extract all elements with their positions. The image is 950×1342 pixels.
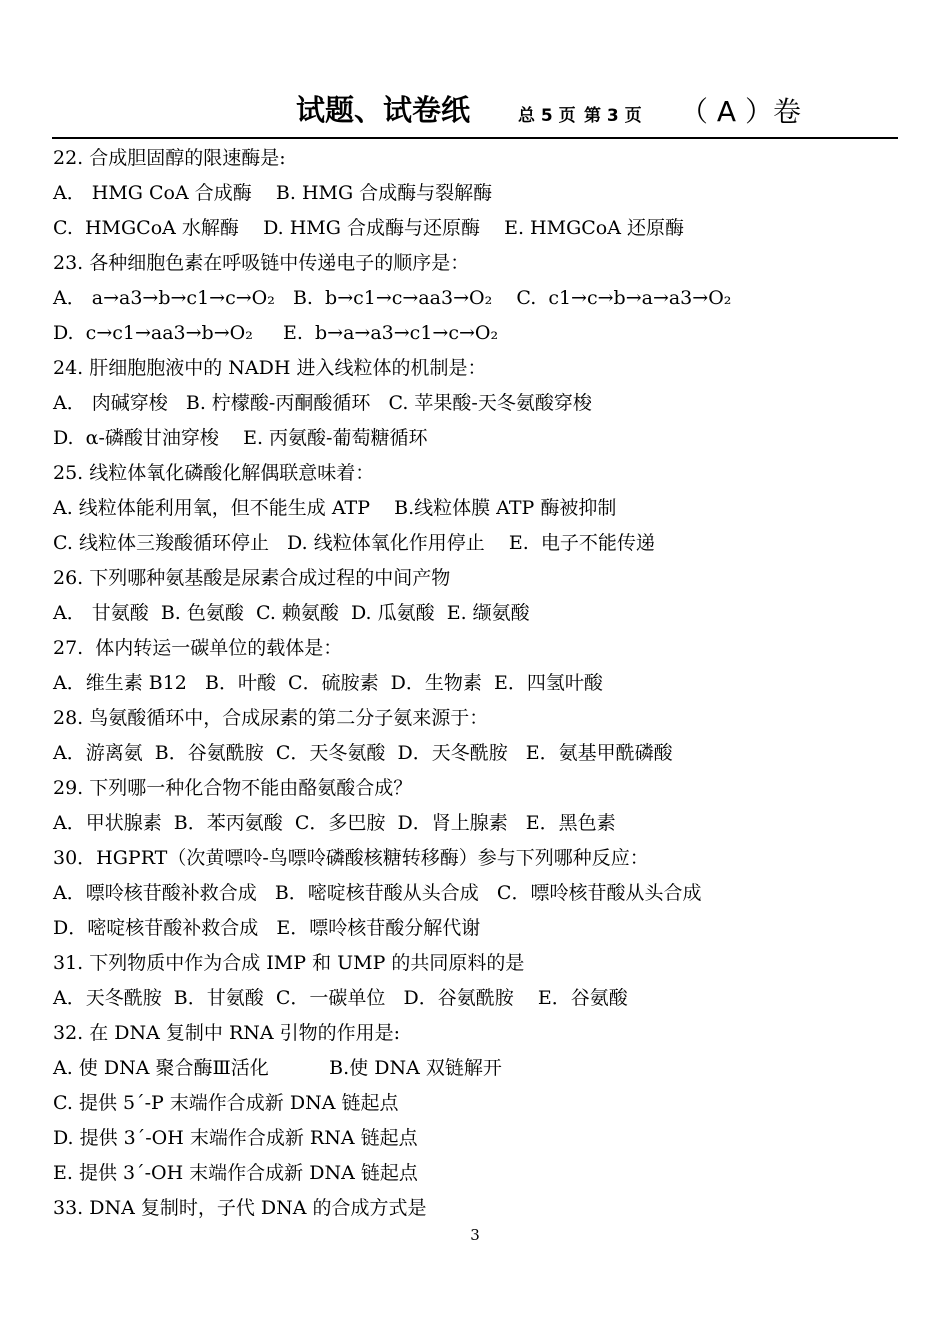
text-line: A． 肉碱穿梭 B. 柠檬酸-丙酮酸循环 C. 苹果酸-天冬氨酸穿梭 xyxy=(53,392,592,414)
text-line: A．游离氨 B．谷氨酰胺 C．天冬氨酸 D．天冬酰胺 E．氨基甲酰磷酸 xyxy=(53,742,673,764)
text-line: A．天冬酰胺 B．甘氨酸 C．一碳单位 D．谷氨酰胺 E．谷氨酸 xyxy=(53,987,628,1009)
text-line: A. 线粒体能利用氧，但不能生成 ATP B.线粒体膜 ATP 酶被抑制 xyxy=(53,497,617,519)
page-number: 3 xyxy=(470,1226,480,1244)
page-header xyxy=(84,82,904,134)
text-line: D. c→c1→aa3→b→O₂ E. b→a→a3→c1→c→O₂ xyxy=(53,322,499,344)
text-line: 24. 肝细胞胞液中的 NADH 进入线粒体的机制是： xyxy=(53,357,487,379)
exam-content xyxy=(53,141,913,1226)
text-line: C. 提供 5´-P 末端作合成新 DNA 链起点 xyxy=(53,1092,399,1114)
text-line: 29. 下列哪一种化合物不能由酪氨酸合成？ xyxy=(53,777,413,799)
text-line: E. 提供 3´-OH 末端作合成新 DNA 链起点 xyxy=(53,1162,418,1184)
text-line: A. 使 DNA 聚合酶Ⅲ活化 B.使 DNA 双链解开 xyxy=(53,1057,502,1079)
text-line: D. α-磷酸甘油穿梭 E. 丙氨酸-葡萄糖循环 xyxy=(53,427,428,449)
paper-label: （ A ）卷 xyxy=(680,95,801,128)
header-title: 试题、试卷纸 xyxy=(296,93,471,127)
total-pages: 总 5 页 xyxy=(518,106,576,126)
text-line: A． HMG CoA 合成酶 B. HMG 合成酶与裂解酶 xyxy=(53,182,493,204)
text-line: A．维生素 B12 B．叶酸 C．硫胺素 D．生物素 E．四氢叶酸 xyxy=(53,672,603,694)
text-line: 31. 下列物质中作为合成 IMP 和 UMP 的共同原料的是 xyxy=(53,952,525,974)
text-line: C. 线粒体三羧酸循环停止 D. 线粒体氧化作用停止 E. 电子不能传递 xyxy=(53,532,655,554)
text-line: 25. 线粒体氧化磷酸化解偶联意味着： xyxy=(53,462,375,484)
text-line: 32. 在 DNA 复制中 RNA 引物的作用是: xyxy=(53,1022,401,1044)
text-line: A． a→a3→b→c1→c→O₂ B. b→c1→c→aa3→O₂ C. c1→c→b→a→a3→O₂ xyxy=(53,287,732,309)
current-page: 第 3 页 xyxy=(584,106,642,126)
text-line: A． 甘氨酸 B. 色氨酸 C. 赖氨酸 D. 瓜氨酸 E. 缬氨酸 xyxy=(53,602,530,624)
text-line: 33. DNA 复制时，子代 DNA 的合成方式是 xyxy=(53,1197,427,1219)
text-line: D. 提供 3´-OH 末端作合成新 RNA 链起点 xyxy=(53,1127,418,1149)
text-line: 30．HGPRT（次黄嘌呤-鸟嘌呤磷酸核糖转移酶）参与下列哪种反应： xyxy=(53,847,649,869)
text-line: A．甲状腺素 B．苯丙氨酸 C．多巴胺 D．肾上腺素 E．黑色素 xyxy=(53,812,616,834)
text-line: 23. 各种细胞色素在呼吸链中传递电子的顺序是： xyxy=(53,252,470,274)
text-line: C. HMGCoA 水解酶 D. HMG 合成酶与还原酶 E. HMGCoA 还原酶 xyxy=(53,217,684,239)
text-line: A．嘌呤核苷酸补救合成 B．嘧啶核苷酸从头合成 C．嘌呤核苷酸从头合成 xyxy=(53,882,702,904)
text-line: 28. 鸟氨酸循环中，合成尿素的第二分子氨来源于： xyxy=(53,707,489,729)
text-line: 27. 体内转运一碳单位的载体是： xyxy=(53,637,343,659)
text-line: 22. 合成胆固醇的限速酶是: xyxy=(53,147,286,169)
text-line: 26. 下列哪种氨基酸是尿素合成过程的中间产物 xyxy=(53,567,451,589)
text-line: D．嘧啶核苷酸补救合成 E．嘌呤核苷酸分解代谢 xyxy=(53,917,481,939)
header-rule xyxy=(52,137,898,139)
